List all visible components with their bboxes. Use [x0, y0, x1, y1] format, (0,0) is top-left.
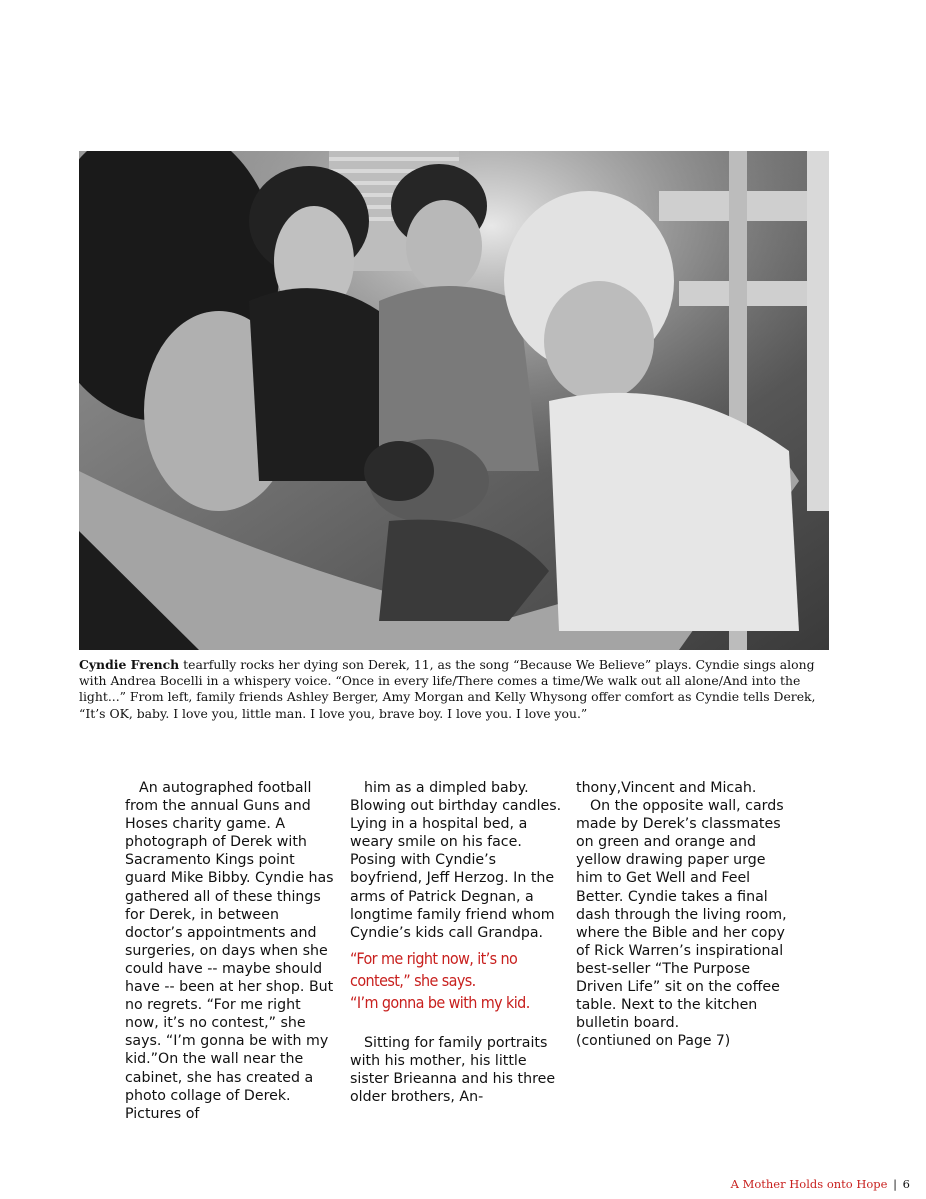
page-footer: [731, 1177, 910, 1191]
caption-name: Cyndie French: [79, 657, 180, 672]
paragraph: thony,Vincent and Micah.: [576, 780, 757, 796]
pull-quote: [350, 948, 562, 1014]
photo-icon: [79, 151, 829, 650]
paragraph: On the opposite wall, cards made by Derek’s classmates on green and orange and yellow drawing paper urge him to Get Well and Feel Better. Cyndie takes a final dash through the living room, where the Bible and her copy of Rick Warren’s inspirational best-seller “The Purpose Driven Life” sit on the coffee table. Next to the kitchen bulletin board.: [576, 798, 787, 1032]
article-column-2: [350, 779, 562, 1106]
pull-quote-line: “I’m gonna be with my kid.: [350, 992, 530, 1012]
footer-separator: |: [893, 1177, 898, 1191]
footer-title: A Mother Holds onto Hope: [730, 1177, 888, 1191]
paragraph: An autographed football from the annual Guns and Hoses charity game. A photograph of Derek with Sacramento Kings point guard Mike Bibby. Cyndie has gathered all of these things for Derek, in between doctor’s appointments and surgeries, on days when she could have -- maybe should have -- been at her shop. But no regrets. “For me right now, it’s no contest,” she says. “I’m gonna be with my kid.”On the wall near the cabinet, she has created a photo collage of Derek. Pictures of: [125, 780, 334, 1122]
article-column-3: [576, 779, 788, 1050]
paragraph: Sitting for family portraits with his mother, his little sister Brieanna and his three older brothers, An-: [350, 1034, 556, 1106]
caption-text: tearfully rocks her dying son Derek, 11, as the song “Because We Believe” plays. Cyndie sings along with Andrea Bocelli in a whispery voice. “Once in every life/There comes a time/We walk out all alone/And into the light...” From left, family friends Ashley Berger, Amy Morgan and Kelly Whysong offer comfort as Cyndie tells Derek, “It’s OK, baby. I love you, little man. I love you, brave boy. I love you. I love you.”: [79, 657, 816, 721]
article-column-1: [125, 779, 337, 1123]
page-number: 6: [902, 1177, 910, 1191]
pull-quote-line: “For me right now, it’s no contest,” she says.: [350, 948, 518, 990]
paragraph: him as a dimpled baby. Blowing out birthday candles. Lying in a hospital bed, a weary smile on his face. Posing with Cyndie’s boyfriend, Jeff Herzog. In the arms of Patrick Degnan, a longtime family friend whom Cyndie’s kids call Grandpa.: [350, 780, 562, 941]
photo-caption: [79, 657, 819, 722]
article-photo: [79, 151, 829, 650]
continued-note: (contiuned on Page 7): [576, 1033, 731, 1050]
